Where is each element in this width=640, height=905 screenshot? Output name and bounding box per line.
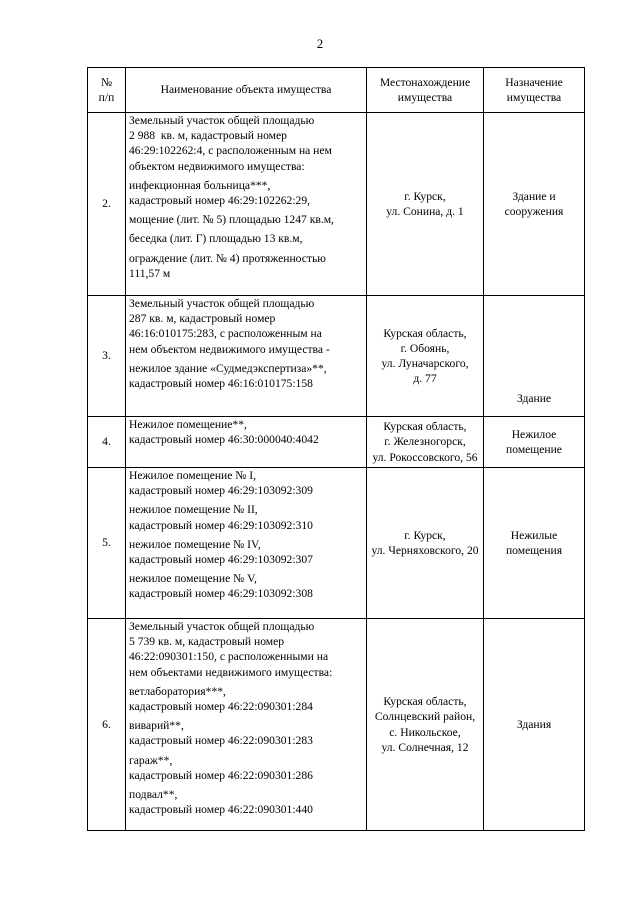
table-row <box>88 468 585 619</box>
sub-object-line: кадастровый номер 46:22:090301:284 <box>129 700 313 714</box>
header-num: № п/п <box>88 68 126 113</box>
table-row <box>88 296 585 417</box>
sub-object-item <box>129 361 363 391</box>
object-description-line: 46:29:102262:4, с расположенным на нем <box>129 144 332 158</box>
sub-object-item <box>129 718 363 748</box>
object-name-cell <box>126 468 367 619</box>
purpose-cell <box>484 468 585 619</box>
location-line: г. Курск, <box>404 189 446 203</box>
sub-object-line: кадастровый номер 46:22:090301:283 <box>129 734 313 748</box>
sub-object-line: ограждение (лит. № 4) протяженностью <box>129 251 326 265</box>
object-description-line: Нежилое помещение № I, <box>129 469 257 482</box>
sub-object-line: кадастровый номер 46:29:103092:310 <box>129 518 313 532</box>
sub-object-line: кадастровый номер 46:29:102262:29, <box>129 194 311 208</box>
row-number: 6. <box>88 619 126 831</box>
object-description-line: Земельный участок общей площадью <box>129 297 315 310</box>
sub-object-item <box>129 571 363 601</box>
sub-object-item <box>129 684 363 714</box>
purpose-cell <box>484 619 585 831</box>
sub-object-line: подвал**, <box>129 788 178 802</box>
location-line: ул. Рокоссовского, 56 <box>372 450 478 464</box>
object-description-line: нем объектом недвижимого имущества - <box>129 342 330 356</box>
purpose-line: помещения <box>505 544 563 557</box>
location-line: ул. Черняховского, 20 <box>371 544 479 557</box>
sub-object-line: гараж**, <box>129 753 173 767</box>
location-line: д. 77 <box>413 372 437 386</box>
location-line: ул. Луначарского, <box>381 357 469 370</box>
object-description-line: Земельный участок общей площадью <box>129 620 315 633</box>
object-name-cell <box>126 113 367 296</box>
row-number: 5. <box>88 468 126 619</box>
location-line: Солнцевский район, <box>374 710 476 724</box>
sub-object-item <box>129 753 363 783</box>
sub-object-item <box>129 787 363 817</box>
location-cell <box>367 468 484 619</box>
purpose-line: Здание <box>516 391 552 405</box>
object-name-cell <box>126 296 367 417</box>
purpose-line: Здания <box>516 717 552 731</box>
object-description-line: Земельный участок общей площадью <box>129 114 315 127</box>
table-header-row <box>88 68 585 113</box>
sub-object-line: беседка (лит. Г) площадью 13 кв.м, <box>129 232 303 246</box>
sub-object-item <box>129 212 363 227</box>
sub-object-line: ветлаборатория***, <box>129 684 226 698</box>
sub-object-line: кадастровый номер 46:29:103092:308 <box>129 587 313 601</box>
header-location: Местонахождение имущества <box>367 68 484 113</box>
sub-object-item <box>129 231 363 246</box>
sub-object-line: 111,57 м <box>129 266 171 280</box>
location-line: ул. Сонина, д. 1 <box>386 205 464 218</box>
sub-object-line: мощение (лит. № 5) площадью 1247 кв.м, <box>129 213 334 227</box>
table-row <box>88 619 585 831</box>
row-number: 2. <box>88 113 126 296</box>
purpose-cell <box>484 113 585 296</box>
purpose-line: Нежилые <box>510 528 558 542</box>
purpose-line: Здание и <box>512 189 556 203</box>
location-line: г. Обоянь, <box>400 341 450 355</box>
object-description-line: нем объектами недвижимого имущества: <box>129 665 333 679</box>
location-line: Курская область, <box>383 695 467 709</box>
object-description-line: объектом недвижимого имущества: <box>129 159 305 173</box>
sub-object-item <box>129 178 363 208</box>
sub-object-line: нежилое здание «Судмедэкспертиза»**, <box>129 361 327 375</box>
location-cell <box>367 619 484 831</box>
object-description-line: кадастровый номер 46:29:103092:309 <box>129 484 313 498</box>
table-row <box>88 113 585 296</box>
row-number: 4. <box>88 417 126 468</box>
sub-object-line: кадастровый номер 46:22:090301:286 <box>129 768 313 782</box>
header-name: Наименование объекта имущества <box>126 68 367 113</box>
purpose-line: сооружения <box>504 205 564 218</box>
location-line: г. Железногорск, <box>384 435 466 449</box>
row-number: 3. <box>88 296 126 417</box>
location-line: Курская область, <box>383 420 467 434</box>
location-cell <box>367 296 484 417</box>
header-purpose: Назначение имущества <box>484 68 585 113</box>
object-description-line: кадастровый номер 46:30:000040:4042 <box>129 433 319 447</box>
table-row <box>88 417 585 468</box>
sub-object-item <box>129 537 363 567</box>
object-name-cell <box>126 417 367 468</box>
sub-object-line: кадастровый номер 46:22:090301:440 <box>129 803 313 817</box>
sub-object-line: виварий**, <box>129 719 184 733</box>
sub-object-line: инфекционная больница***, <box>129 178 271 192</box>
location-cell <box>367 417 484 468</box>
object-description-line: 46:22:090301:150, с расположенными на <box>129 650 329 664</box>
purpose-cell <box>484 296 585 417</box>
sub-object-line: нежилое помещение № IV, <box>129 537 261 551</box>
object-description-line: 2 988 кв. м, кадастровый номер <box>129 129 287 143</box>
sub-object-line: кадастровый номер 46:16:010175:158 <box>129 377 313 391</box>
sub-object-line: кадастровый номер 46:29:103092:307 <box>129 553 313 567</box>
location-line: Курская область, <box>383 326 467 340</box>
object-description-line: 5 739 кв. м, кадастровый номер <box>129 635 285 649</box>
property-table <box>87 67 585 831</box>
sub-object-line: нежилое помещение № V, <box>129 572 257 586</box>
purpose-line: Нежилое <box>511 427 557 441</box>
object-name-cell <box>126 619 367 831</box>
page-number: 2 <box>316 36 324 51</box>
sub-object-item <box>129 251 363 281</box>
object-description-line: 46:16:010175:283, с расположенным на <box>129 327 322 341</box>
location-line: с. Никольское, <box>389 725 461 739</box>
location-cell <box>367 113 484 296</box>
purpose-line: помещение <box>506 443 562 456</box>
purpose-cell <box>484 417 585 468</box>
location-line: г. Курск, <box>404 528 446 542</box>
location-line: ул. Солнечная, 12 <box>381 740 469 754</box>
sub-object-item <box>129 502 363 532</box>
object-description-line: Нежилое помещение**, <box>129 418 247 431</box>
object-description-line: 287 кв. м, кадастровый номер <box>129 312 276 326</box>
sub-object-line: нежилое помещение № II, <box>129 503 258 517</box>
